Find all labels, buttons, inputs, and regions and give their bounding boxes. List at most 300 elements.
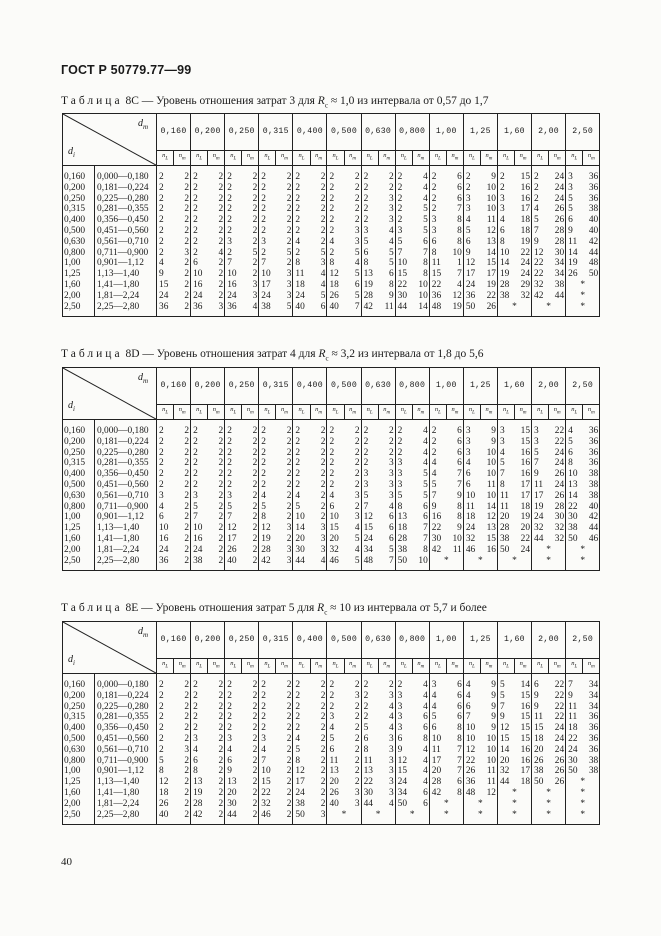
nT-value: 4	[412, 194, 429, 205]
n-subscript: т	[181, 410, 186, 416]
nT-value: 24	[515, 258, 532, 269]
di-value: 0,160	[63, 172, 95, 183]
nL-value: 16	[193, 280, 203, 291]
spacer-cell	[293, 820, 310, 825]
nL-value: 5	[431, 480, 437, 491]
nL-value: 3	[397, 723, 403, 734]
nL-value: 32	[534, 280, 544, 291]
nL-value: 10	[465, 490, 476, 501]
nL-value: 2	[363, 458, 369, 469]
table-row	[63, 469, 600, 480]
dt-column-header: 1,25	[463, 114, 497, 151]
n-subscript: L	[267, 156, 271, 162]
nL-value: 24	[193, 544, 203, 555]
dt-column-header: 0,630	[361, 622, 395, 659]
n-subheader	[497, 659, 514, 674]
n-symbol: n	[519, 660, 523, 667]
nL-value: 13	[227, 777, 237, 788]
di-value: 0,200	[63, 691, 95, 702]
nT-value: 7	[412, 248, 429, 259]
di-range: 0,000—0,180	[95, 172, 157, 183]
nT-value: 4	[378, 799, 395, 810]
star-cell: *	[327, 810, 361, 821]
nL-value: 15	[397, 269, 408, 280]
star-cell: *	[566, 810, 600, 821]
nT-value: 2	[344, 204, 361, 215]
nL-value: 30	[363, 788, 373, 799]
nT-value: 2	[344, 183, 361, 194]
nT-value: 2	[242, 691, 259, 702]
nL-value: 13	[329, 766, 339, 777]
nT-value: 16	[515, 448, 532, 459]
nL-value: 2	[261, 458, 266, 469]
nL-value: 2	[295, 436, 301, 447]
nT-value: 2	[174, 172, 191, 183]
nL-value: 9	[227, 766, 232, 777]
nL-value: 2	[295, 469, 301, 480]
nL-value: 17	[261, 280, 271, 291]
nT-value: 8	[446, 502, 463, 513]
di-range: 1,13—1,40	[95, 523, 157, 534]
dt-column-header: 1,25	[463, 622, 497, 659]
nL-value: 24	[295, 290, 305, 301]
table-row	[63, 702, 600, 713]
nT-value: 4	[412, 172, 429, 183]
nL-value: 2	[159, 193, 164, 204]
nT-value: 6	[446, 194, 463, 205]
nT-value: 2	[378, 448, 395, 459]
caption-word: Таблица	[61, 348, 123, 360]
di-value: 0,400	[63, 723, 95, 734]
n-subscript: L	[233, 410, 237, 416]
nL-value: 22	[431, 280, 442, 291]
nT-value: 2	[310, 766, 327, 777]
nL-value: 2	[261, 690, 266, 701]
nL-value: 2	[193, 426, 198, 437]
nL-value: 5	[295, 744, 301, 755]
nT-value: 2	[276, 723, 293, 734]
nT-value: 2	[242, 491, 259, 502]
nT-value: 34	[583, 691, 600, 702]
spacer-cell	[566, 566, 583, 571]
nL-value: 15	[363, 523, 373, 534]
nL-value: 2	[397, 182, 403, 193]
nT-value: 15	[515, 437, 532, 448]
di-range: 1,41—1,80	[95, 788, 157, 799]
nT-value: 22	[549, 702, 566, 713]
nL-value: 13	[363, 269, 373, 280]
nL-value: 6	[397, 734, 403, 745]
nL-value: 2	[261, 436, 266, 447]
n-subheader	[395, 659, 412, 674]
nL-value: 30	[227, 798, 237, 809]
nT-value: 7	[446, 469, 463, 480]
nL-value: 2	[159, 247, 164, 258]
nT-value: 2	[344, 745, 361, 756]
nL-value: 2	[329, 480, 335, 491]
nT-value: 2	[310, 426, 327, 437]
di-range: 0,225—0,280	[95, 194, 157, 205]
nL-value: 2	[397, 172, 403, 183]
n-symbol: n	[485, 406, 489, 413]
spacer-cell	[378, 312, 395, 317]
spacer-cell	[310, 820, 327, 825]
n-subscript: т	[386, 156, 391, 162]
nL-value: 5	[227, 501, 232, 512]
nL-value: 6	[465, 701, 471, 712]
n-symbol: n	[537, 406, 541, 413]
n-subscript: т	[591, 410, 595, 416]
nL-value: 30	[295, 544, 305, 555]
nT-value: 19	[515, 512, 532, 523]
nL-value: 36	[227, 301, 237, 312]
n-subheader	[429, 659, 446, 674]
dt-column-header: 0,800	[395, 622, 429, 659]
nT-value: 34	[583, 702, 600, 713]
nT-value: 5	[412, 226, 429, 237]
nL-value: 20	[227, 788, 237, 799]
star-cell: *	[497, 788, 531, 799]
spacer-cell	[583, 312, 600, 317]
nT-value: 22	[549, 437, 566, 448]
nT-value: 15	[515, 426, 532, 437]
n-subheader	[259, 659, 276, 674]
spacer-cell	[225, 566, 242, 571]
nT-value: 38	[583, 491, 600, 502]
nT-value: 2	[344, 172, 361, 183]
nT-value: 2	[310, 702, 327, 713]
nL-value: 2	[227, 701, 232, 712]
nT-value: 2	[174, 534, 191, 545]
nT-value: 4	[378, 226, 395, 237]
n-symbol: n	[434, 660, 439, 667]
n-subheader	[208, 659, 225, 674]
spacer-cell	[310, 566, 327, 571]
star-cell: *	[566, 302, 600, 313]
table-row	[63, 258, 600, 269]
nL-value: 12	[465, 744, 476, 755]
nL-value: 18	[534, 734, 544, 745]
nL-value: 22	[534, 269, 544, 280]
nL-value: 2	[431, 447, 437, 458]
nT-value: 10	[412, 556, 429, 567]
nL-value: 22	[397, 280, 408, 291]
nL-value: 2	[431, 426, 437, 437]
nL-value: 30	[397, 290, 408, 301]
nL-value: 5	[159, 755, 164, 766]
nL-value: 40	[295, 301, 305, 312]
nT-value: 8	[446, 226, 463, 237]
nL-value: 7	[499, 701, 505, 712]
di-range: 0,451—0,560	[95, 734, 157, 745]
di-axis-label	[68, 147, 75, 161]
nT-value: 24	[515, 545, 532, 556]
n-subheader	[481, 151, 498, 166]
spacer-cell	[293, 312, 310, 317]
nT-value: 2	[208, 534, 225, 545]
nT-value: 7	[446, 480, 463, 491]
n-symbol: n	[587, 660, 592, 667]
spacer-cell	[481, 312, 498, 317]
nT-value: 2	[344, 502, 361, 513]
nL-value: 8	[159, 766, 164, 777]
n-subscript: т	[386, 410, 391, 416]
nT-value: 42	[583, 512, 600, 523]
nT-value: 8	[446, 723, 463, 734]
spacer-cell	[225, 820, 242, 825]
spacer-cell	[515, 312, 532, 317]
nT-value: 4	[412, 756, 429, 767]
document-header: ГОСТ Р 50779.77—99	[61, 63, 192, 77]
n-symbol: n	[246, 660, 251, 667]
n-subscript: L	[233, 664, 237, 670]
nL-value: 4	[465, 458, 471, 469]
nT-value: 2	[208, 183, 225, 194]
n-subscript: L	[233, 156, 237, 162]
nL-value: 8	[499, 236, 505, 247]
nT-value: 26	[549, 766, 566, 777]
caption-word: Таблица	[61, 602, 123, 614]
nL-value: 2	[193, 247, 198, 258]
nL-value: 50	[568, 766, 578, 777]
nL-value: 20	[534, 744, 544, 755]
nT-value: 8	[446, 512, 463, 523]
n-subscript: L	[335, 410, 339, 416]
di-range: 2,25—2,80	[95, 302, 157, 313]
header-row	[63, 622, 600, 659]
dt-column-header: 0,315	[259, 114, 293, 151]
nL-value: 40	[159, 809, 169, 820]
nL-value: 4	[431, 458, 437, 469]
n-subscript: т	[284, 156, 288, 162]
nT-value: 2	[276, 712, 293, 723]
nT-value: 24	[549, 745, 566, 756]
nT-value: 3	[310, 534, 327, 545]
nT-value: 2	[276, 469, 293, 480]
nL-value: 22	[363, 777, 373, 788]
nT-value: 11	[481, 766, 498, 777]
nT-value: 6	[446, 426, 463, 437]
nL-value: 2	[227, 690, 232, 701]
nT-value: 26	[481, 302, 498, 313]
nT-value: 2	[310, 183, 327, 194]
nL-value: 2	[159, 712, 164, 723]
nT-value: 3	[174, 248, 191, 259]
nL-value: 2	[261, 701, 266, 712]
nT-value: 4	[412, 766, 429, 777]
n-subheader	[497, 405, 514, 420]
n-subheader	[515, 659, 532, 674]
nT-value: 26	[549, 491, 566, 502]
nT-value: 3	[378, 480, 395, 491]
nL-value: 15	[431, 269, 442, 280]
nL-value: 2	[329, 215, 335, 226]
nT-value: 10	[412, 280, 429, 291]
nT-value: 36	[583, 745, 600, 756]
nL-value: 5	[568, 193, 573, 204]
nL-value: 20	[329, 777, 339, 788]
star-cell: *	[566, 788, 600, 799]
nL-value: 16	[159, 534, 169, 545]
nT-value: 6	[446, 448, 463, 459]
n-subscript: т	[250, 156, 254, 162]
caption-r-subscript: c	[325, 354, 329, 363]
nT-value: 2	[310, 680, 327, 691]
n-subscript: т	[522, 410, 527, 416]
nL-value: 2	[261, 712, 266, 723]
nL-value: 4	[329, 236, 335, 247]
spacer-cell	[412, 820, 429, 825]
nL-value: 4	[499, 215, 505, 226]
nL-value: 24	[227, 290, 237, 301]
spacer-cell	[174, 820, 191, 825]
nT-value: 2	[208, 523, 225, 534]
nT-value: 2	[174, 810, 191, 821]
n-subheader	[174, 405, 191, 420]
nT-value: 2	[276, 458, 293, 469]
nT-value: 2	[344, 680, 361, 691]
nT-value: 3	[344, 691, 361, 702]
nT-value: 2	[208, 426, 225, 437]
di-range: 1,81—2,24	[95, 799, 157, 810]
nT-value: 4	[378, 723, 395, 734]
di-symbol: d	[68, 654, 73, 666]
nT-value: 2	[208, 480, 225, 491]
n-subscript: т	[216, 156, 220, 162]
n-symbol: n	[178, 406, 182, 413]
spacer-cell	[395, 820, 412, 825]
nT-value: 2	[208, 745, 225, 756]
nT-value: 2	[174, 502, 191, 513]
nT-value: 2	[174, 545, 191, 556]
n-symbol: n	[366, 406, 370, 413]
n-symbol: n	[178, 660, 182, 667]
n-subheader	[174, 659, 191, 674]
nL-value: 11	[568, 236, 578, 247]
nL-value: 5	[499, 680, 505, 691]
nT-value: 3	[378, 788, 395, 799]
n-subscript: L	[574, 410, 578, 416]
nT-value: 2	[276, 491, 293, 502]
nL-value: 19	[499, 269, 510, 280]
nT-value: 2	[344, 777, 361, 788]
nL-value: 5	[261, 501, 266, 512]
spacer-cell	[276, 312, 293, 317]
nT-value: 3	[378, 756, 395, 767]
n-subheader	[446, 151, 463, 166]
nT-value: 2	[310, 756, 327, 767]
nT-value: 11	[481, 480, 498, 491]
spacer-cell	[429, 566, 446, 571]
nT-value: 2	[276, 448, 293, 459]
nL-value: 50	[534, 777, 544, 788]
nL-value: 11	[499, 501, 509, 512]
nT-value: 2	[242, 502, 259, 513]
nT-value: 3	[344, 799, 361, 810]
nT-value: 2	[310, 788, 327, 799]
nT-value: 8	[446, 237, 463, 248]
nT-value: 13	[481, 523, 498, 534]
nT-value: 4	[412, 745, 429, 756]
n-subscript: т	[352, 664, 357, 670]
n-symbol: n	[264, 660, 268, 667]
nL-value: 12	[159, 777, 169, 788]
n-symbol: n	[230, 152, 234, 159]
spacer-row	[63, 820, 600, 825]
nL-value: 2	[431, 172, 437, 183]
n-subscript: L	[506, 410, 510, 416]
nL-value: 3	[465, 193, 471, 204]
nT-value: 11	[481, 215, 498, 226]
n-symbol: n	[383, 152, 387, 159]
di-range: 0,225—0,280	[95, 448, 157, 459]
nL-value: 2	[363, 204, 369, 215]
nL-value: 44	[499, 777, 510, 788]
spacer-cell	[208, 566, 225, 571]
nL-value: 24	[159, 544, 169, 555]
nL-value: 38	[568, 523, 578, 534]
spacer-cell	[412, 566, 429, 571]
nT-value: 10	[481, 448, 498, 459]
nL-value: 7	[534, 458, 539, 469]
dt-column-header: 0,250	[225, 622, 259, 659]
nL-value: 2	[261, 426, 266, 437]
nT-value: 12	[446, 291, 463, 302]
spacer-cell	[259, 820, 276, 825]
nL-value: 2	[193, 469, 198, 480]
nT-value: 12	[481, 512, 498, 523]
nL-value: 3	[227, 236, 232, 247]
nT-value: 6	[344, 280, 361, 291]
spacer-cell	[395, 312, 412, 317]
nL-value: 7	[534, 226, 539, 237]
nL-value: 28	[193, 798, 203, 809]
nT-value: 24	[549, 194, 566, 205]
n-subheader	[293, 151, 310, 166]
header-row	[63, 368, 600, 405]
nL-value: 3	[465, 426, 471, 437]
nL-value: 34	[363, 544, 373, 555]
star-cell: *	[497, 799, 531, 810]
nL-value: 42	[193, 809, 203, 820]
nT-value: 16	[515, 702, 532, 713]
nT-value: 2	[208, 215, 225, 226]
nL-value: 2	[295, 226, 301, 237]
nT-value: 3	[378, 458, 395, 469]
nL-value: 7	[465, 712, 471, 723]
nT-value: 2	[242, 480, 259, 491]
nT-value: 2	[378, 680, 395, 691]
nT-value: 8	[378, 280, 395, 291]
nL-value: 2	[397, 436, 403, 447]
nT-value: 3	[344, 512, 361, 523]
nT-value: 2	[310, 512, 327, 523]
nT-value: 30	[549, 248, 566, 259]
table-row	[63, 788, 600, 799]
nT-value: 2	[174, 799, 191, 810]
n-subscript: L	[403, 156, 407, 162]
nT-value: 2	[276, 480, 293, 491]
nT-value: 24	[549, 734, 566, 745]
nL-value: 10	[568, 469, 578, 480]
n-subscript: т	[556, 410, 561, 416]
di-value: 1,25	[63, 523, 95, 534]
nT-value: 2	[174, 458, 191, 469]
nT-value: 7	[446, 204, 463, 215]
star-cell: *	[395, 810, 429, 821]
di-range: 0,281—0,355	[95, 458, 157, 469]
dt-column-header: 1,00	[429, 622, 463, 659]
